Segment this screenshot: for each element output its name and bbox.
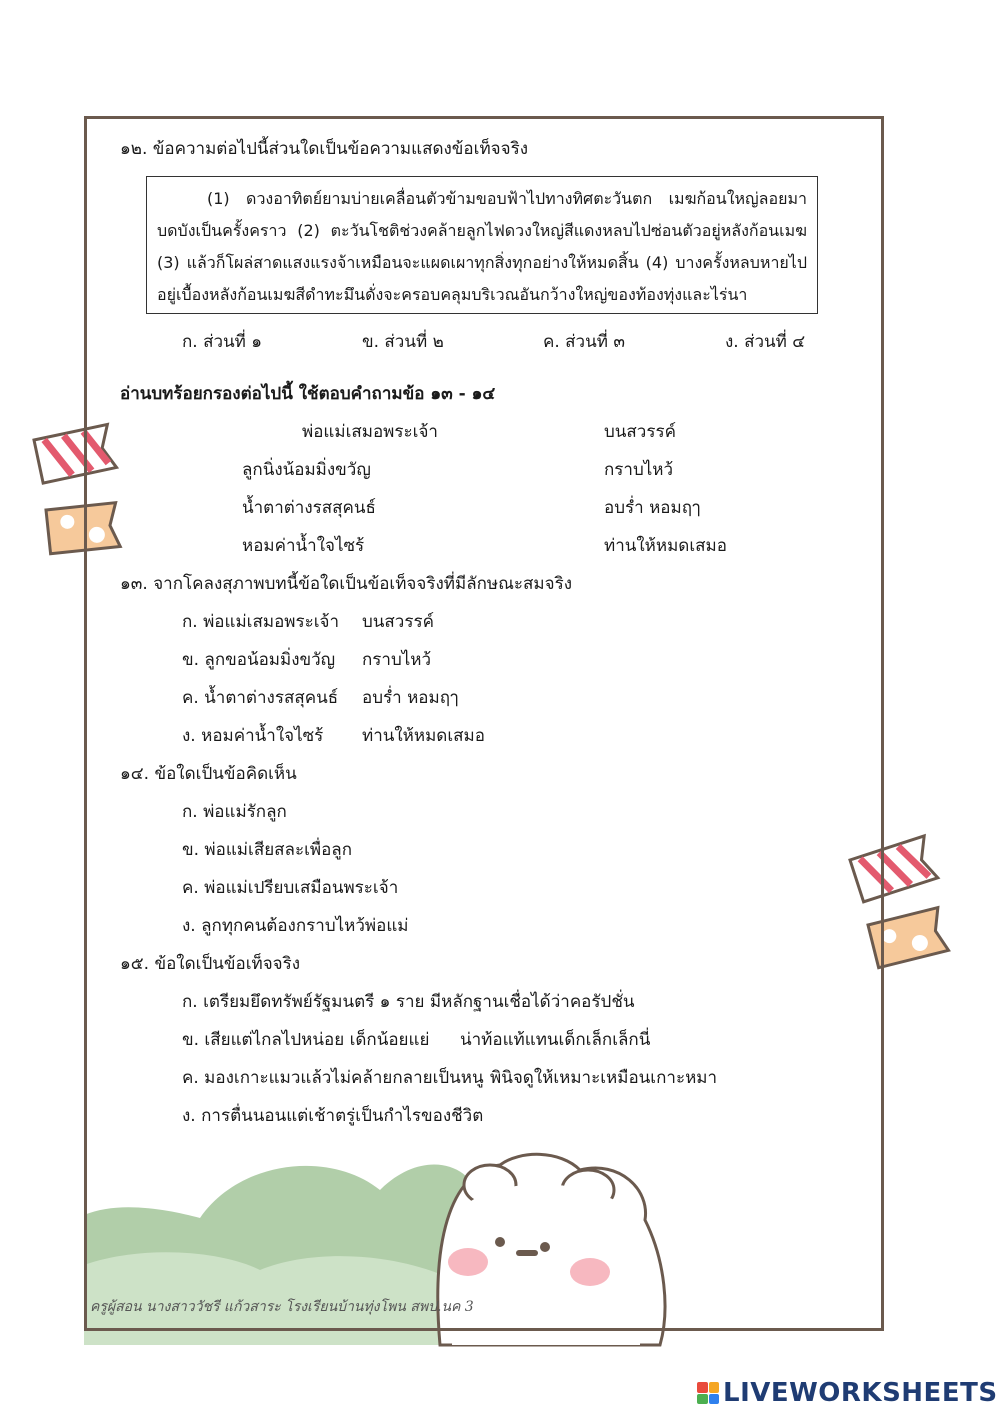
q14-choice-4[interactable]: ง. ลูกทุกคนต้องกราบไหว้พ่อแม่ bbox=[182, 916, 409, 936]
q14-choice-2[interactable]: ข. พ่อแม่เสียสละเพื่อลูก bbox=[182, 840, 353, 860]
liveworksheets-logo-icon bbox=[697, 1382, 719, 1404]
q15-choice-2[interactable]: ข. เสียแต่ไกลไปหน่อย เด็กน้อยแย่ bbox=[182, 1030, 430, 1050]
q13-choice-4-b: ท่านให้หมดเสมอ bbox=[362, 726, 485, 746]
q12-passage-text: (1) ดวงอาทิตย์ยามบ่ายเคลื่อนตัวข้ามขอบฟ้าไปทางทิศตะวันตก เมฆก้อนใหญ่ลอยมาบดบังเป็นครั้งคราว (2) ตะวันโชติช่วงคล้ายลูกไฟดวงใหญ่สีแดงหลบไปซ่อนตัวอยู่หลังก้อนเมฆ (3) แล้วก็โผล่สาดแสงแรงจ้าเหมือนจะแผดเผาทุกสิ่งทุกอย่างให้หมดสิ้น (4) บางครั้งหลบหายไปอยู่เบื้องหลังก้อนเมฆสีดำทะมึนดั่งจะครอบคลุมบริเวณอันกว้างใหญ่ของท้องทุ่งและไร่นา bbox=[157, 189, 807, 304]
q12-choice-4[interactable]: ง. ส่วนที่ ๔ bbox=[725, 332, 806, 352]
poem-line-2-left: ลูกนิ่งน้อมมิ่งขวัญ bbox=[242, 460, 371, 480]
q14-choice-3[interactable]: ค. พ่อแม่เปรียบเสมือนพระเจ้า bbox=[182, 878, 399, 898]
q13-choice-4[interactable]: ง. หอมค่าน้ำใจไซร้ bbox=[182, 726, 324, 746]
q13-choice-2[interactable]: ข. ลูกขอน้อมมิ่งขวัญ bbox=[182, 650, 336, 670]
q12-choice-2[interactable]: ข. ส่วนที่ ๒ bbox=[362, 332, 444, 352]
q12-choice-1[interactable]: ก. ส่วนที่ ๑ bbox=[182, 332, 263, 352]
q15-choice-2-b: น่าท้อแท้แทนเด็กเล็กเล็กนี่ bbox=[460, 1030, 651, 1050]
poem-line-3-left: น้ำตาต่างรสสุคนธ์ bbox=[242, 498, 376, 518]
q14-question: ๑๔. ข้อใดเป็นข้อคิดเห็น bbox=[120, 764, 297, 784]
liveworksheets-logo[interactable] bbox=[697, 1378, 998, 1408]
poem-intro: อ่านบทร้อยกรองต่อไปนี้ ใช้ตอบคำถามข้อ ๑๓ - ๑๔ bbox=[120, 384, 496, 404]
q13-choice-2-b: กราบไหว้ bbox=[362, 650, 432, 670]
poem-line-2-right: กราบไหว้ bbox=[604, 460, 674, 480]
brand-name: LIVEWORKSHEETS bbox=[723, 1378, 998, 1408]
poem-line-1-right: บนสวรรค์ bbox=[604, 422, 676, 442]
q12-passage-box bbox=[146, 176, 818, 314]
q13-choice-3-b: อบร่ำ หอมฤๅ bbox=[362, 688, 459, 708]
q14-choice-1[interactable]: ก. พ่อแม่รักลูก bbox=[182, 802, 287, 822]
poem-line-4-right: ท่านให้หมดเสมอ bbox=[604, 536, 727, 556]
q12-question: ๑๒. ข้อความต่อไปนี้ส่วนใดเป็นข้อความแสดงข้อเท็จจริง bbox=[120, 139, 528, 159]
q13-question: ๑๓. จากโคลงสุภาพบทนี้ข้อใดเป็นข้อเท็จจริงที่มีลักษณะสมจริง bbox=[120, 574, 572, 594]
q15-choice-3-b: พินิจดูให้เหมาะเหมือนเกาะหมา bbox=[490, 1068, 718, 1088]
q15-choice-3[interactable]: ค. มองเกาะแมวแล้วไม่คล้ายกลายเป็นหนู bbox=[182, 1068, 484, 1088]
poem-line-1-left: พ่อแม่เสมอพระเจ้า bbox=[302, 422, 438, 442]
teacher-signature: ครูผู้สอน นางสาววัชรี แก้วสาระ โรงเรียนบ้านทุ่งโพน สพป.นค 3 bbox=[90, 1299, 474, 1315]
q13-choice-1[interactable]: ก. พ่อแม่เสมอพระเจ้า bbox=[182, 612, 340, 632]
poem-line-4-left: หอมค่าน้ำใจไซร้ bbox=[242, 536, 365, 556]
q15-choice-1[interactable]: ก. เตรียมยึดทรัพย์รัฐมนตรี ๑ ราย มีหลักฐานเชื่อได้ว่าคอรัปชั่น bbox=[182, 992, 635, 1012]
q13-choice-1-b: บนสวรรค์ bbox=[362, 612, 434, 632]
q12-choice-3[interactable]: ค. ส่วนที่ ๓ bbox=[543, 332, 625, 352]
q13-choice-3[interactable]: ค. น้ำตาต่างรสสุคนธ์ bbox=[182, 688, 339, 708]
q15-choice-4[interactable]: ง. การตื่นนอนแต่เช้าตรู่เป็นกำไรของชีวิต bbox=[182, 1106, 484, 1126]
q15-question: ๑๕. ข้อใดเป็นข้อเท็จจริง bbox=[120, 954, 301, 974]
poem-line-3-right: อบร่ำ หอมฤๅ bbox=[604, 498, 701, 518]
